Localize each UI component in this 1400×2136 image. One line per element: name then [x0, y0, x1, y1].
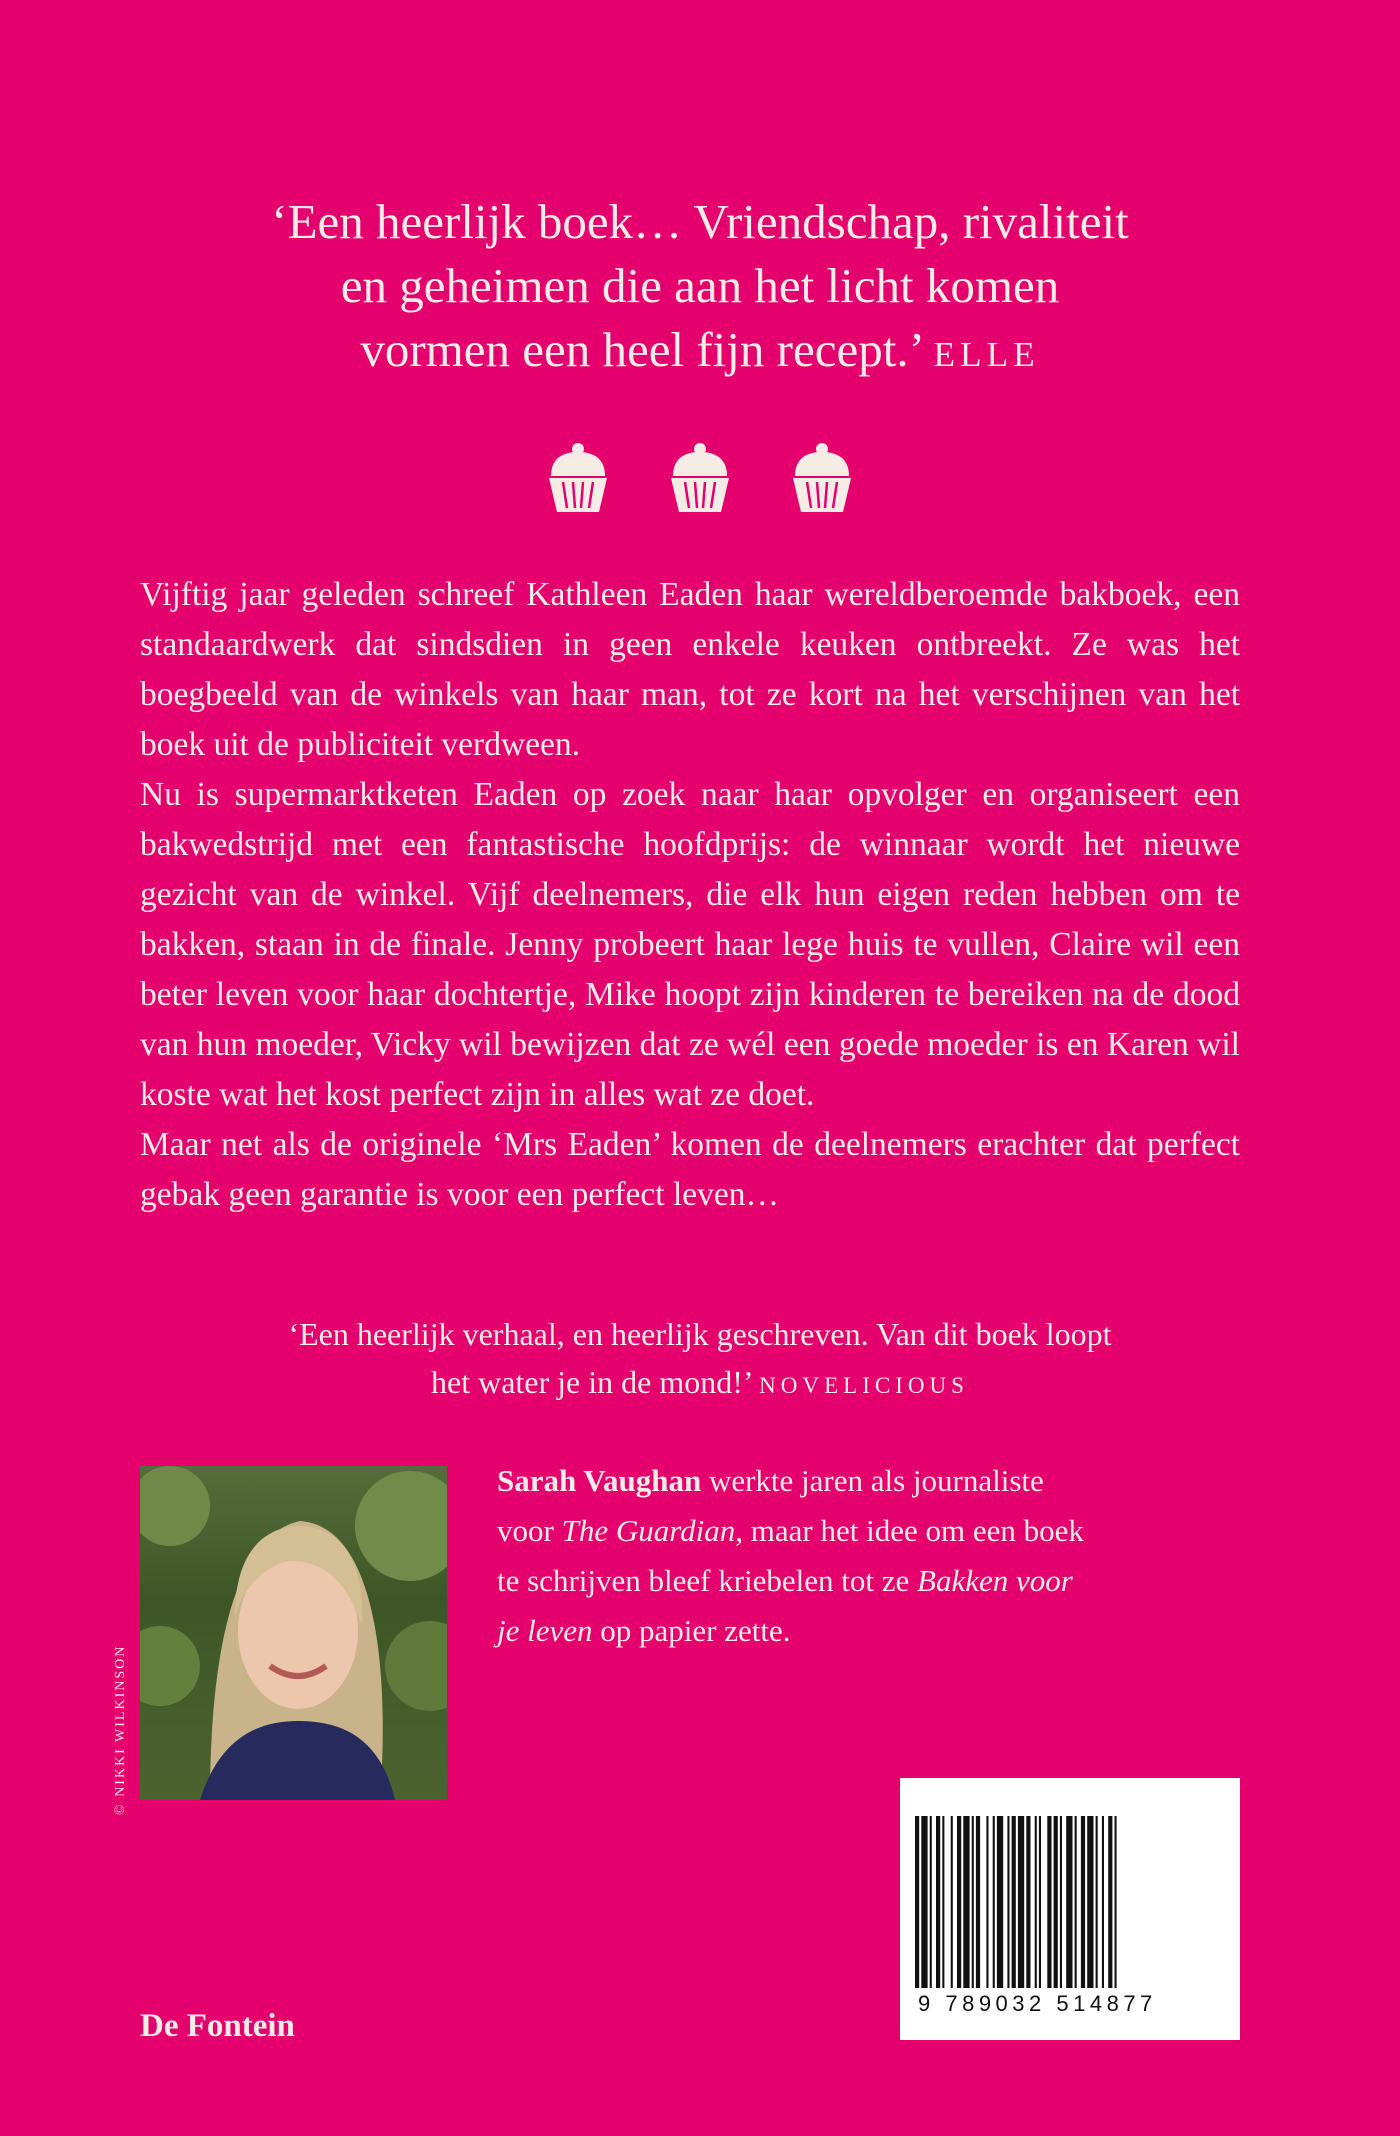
quote-source: ELLE	[933, 335, 1040, 374]
quote-line: en geheimen die aan het licht komen	[340, 258, 1060, 313]
review-quote-top	[150, 190, 1250, 387]
cupcake-icon	[667, 440, 733, 514]
barcode	[915, 1816, 1225, 1988]
book-title: je leven	[497, 1613, 593, 1648]
blurb-paragraph: Maar net als de originele ‘Mrs Eaden’ komen de deelnemers erachter dat perfect gebak geen garantie is voor een perfect leven…	[140, 1126, 1240, 1213]
author-portrait-illustration	[140, 1466, 447, 1800]
bio-text: op papier zette.	[592, 1613, 791, 1648]
book-blurb	[140, 570, 1240, 1220]
barcode-area	[900, 1778, 1240, 2040]
quote-line: ‘Een heerlijk verhaal, en heerlijk geschreven. Van dit boek loopt	[288, 1316, 1112, 1352]
cupcake-icon	[789, 440, 855, 514]
quote-source: NOVELICIOUS	[759, 1372, 969, 1398]
author-name: Sarah Vaughan	[497, 1463, 702, 1498]
isbn-number: 9 789032 514877	[918, 1991, 1157, 2016]
blurb-paragraph: Nu is supermarktketen Eaden op zoek naar haar opvolger en organiseert een bakwedstrijd met een fantastische hoofdprijs: de winnaar wordt het nieuwe gezicht van de winkel. Vijf deelnemers, die elk hun eigen reden hebben om te bakken, staan in de finale. Jenny probeert haar lege huis te vullen, Claire wil een beter leven voor haar dochtertje, Mike hoopt zijn kinderen te bereiken na de dood van hun moeder, Vicky wil bewijzen dat ze wél een goede moeder is en Karen wil koste wat het kost perfect zijn in alles wat ze doet.	[140, 776, 1240, 1113]
photo-credit: © NIKKI WILKINSON	[113, 1644, 128, 1815]
bio-text: , maar het idee om een boek	[735, 1513, 1084, 1548]
bio-text: werkte jaren als journaliste	[701, 1463, 1044, 1498]
review-quote-bottom	[150, 1310, 1250, 1409]
publisher-name: De Fontein	[140, 2008, 295, 2044]
author-photo	[140, 1466, 447, 1800]
quote-line: ‘Een heerlijk boek… Vriendschap, rivaliteit	[271, 194, 1129, 249]
quote-line: het water je in de mond!’	[431, 1364, 752, 1400]
cupcake-icon	[545, 440, 611, 514]
book-title: Bakken voor	[917, 1563, 1073, 1598]
author-bio	[497, 1456, 1217, 1656]
bio-text: te schrijven bleef kriebelen tot ze	[497, 1563, 918, 1598]
blurb-paragraph: Vijftig jaar geleden schreef Kathleen Eaden haar wereldberoemde bakboek, een standaardwerk dat sindsdien in geen enkele keuken ontbreekt. Ze was het boegbeeld van de winkels van haar man, tot ze kort na het verschijnen van het boek uit de publiciteit verdween.	[140, 576, 1240, 763]
newspaper-title: The Guardian	[561, 1513, 736, 1548]
quote-line: vormen een heel fijn recept.’	[360, 322, 922, 377]
bio-text: voor	[497, 1513, 562, 1548]
cupcake-ornaments	[545, 440, 855, 515]
